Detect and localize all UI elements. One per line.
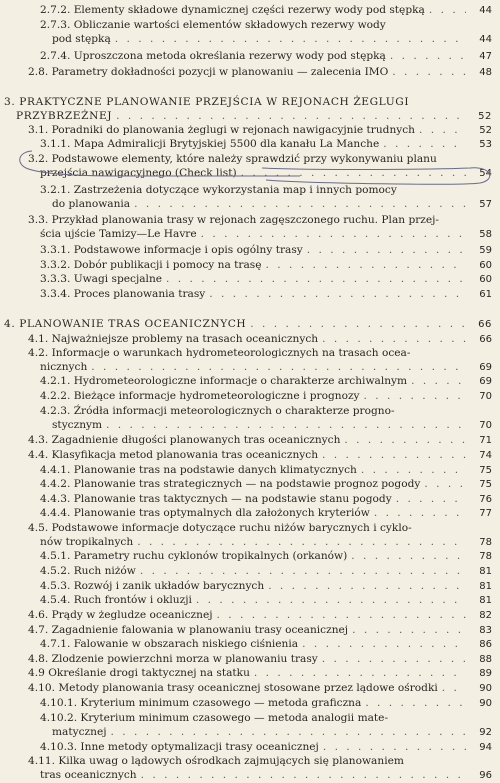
toc-entry-line bbox=[40, 405, 492, 419]
toc-entry-last-line bbox=[28, 167, 492, 181]
toc-page-number: 89 bbox=[479, 668, 492, 679]
toc-entry-last-line bbox=[40, 478, 492, 492]
toc-page-number: 61 bbox=[479, 289, 492, 300]
toc-entry-title: 4.7. Zagadnienie falowania w planowaniu trasy oceanicznej bbox=[28, 624, 349, 636]
toc-entry-title: 4.4. Klasyfikacja metod planowania tras oceanicznych bbox=[28, 449, 319, 461]
toc-entry-title: 4.2.1. Hydrometeorologiczne informacje o charakterze archiwalnym bbox=[40, 375, 408, 387]
dot-leader bbox=[140, 565, 466, 579]
toc-entry-title: PRZYBRZEŻNEJ bbox=[16, 109, 113, 122]
toc-entry-last-line bbox=[40, 419, 492, 433]
toc-entry[interactable] bbox=[28, 347, 492, 374]
toc-entry-last-line bbox=[28, 124, 492, 138]
toc-page-number: 92 bbox=[479, 726, 492, 738]
toc-entry[interactable] bbox=[40, 244, 492, 258]
toc-page-number: 44 bbox=[479, 33, 492, 45]
toc-page-number: 44 bbox=[479, 5, 492, 16]
toc-page-number: 48 bbox=[479, 67, 492, 78]
toc-page-number: 60 bbox=[479, 274, 492, 285]
toc-page-number: 74 bbox=[479, 450, 492, 461]
toc-entry-last-line bbox=[28, 333, 492, 347]
toc-entry-last-line bbox=[40, 244, 492, 258]
toc-entry-title: 4.2.3. Źródła informacji meteorologicznych o charakterze progno- bbox=[40, 405, 395, 417]
toc-entry-line bbox=[28, 755, 492, 769]
toc-page-number: 90 bbox=[479, 698, 492, 709]
toc-entry[interactable] bbox=[40, 507, 492, 521]
toc-entry-title: stycznym bbox=[52, 418, 103, 431]
toc-entry-last-line bbox=[40, 741, 492, 755]
toc-page-number: 78 bbox=[479, 536, 492, 548]
toc-entry-last-line bbox=[40, 390, 492, 404]
toc-entry[interactable] bbox=[28, 522, 492, 549]
toc-page-number: 57 bbox=[479, 198, 492, 210]
dot-leader bbox=[442, 682, 466, 696]
toc-page-number: 83 bbox=[479, 625, 492, 636]
toc-entry[interactable] bbox=[40, 4, 492, 18]
toc-chapter-entry[interactable] bbox=[4, 318, 492, 332]
toc-entry[interactable] bbox=[40, 712, 492, 739]
toc-entry-title: 4.5. Podstawowe informacje dotyczące ruchu niżów barycznych i cyklo- bbox=[28, 522, 412, 534]
dot-leader bbox=[322, 449, 466, 463]
toc-entry-title: tras oceanicznych bbox=[40, 768, 137, 781]
toc-entry-last-line bbox=[40, 580, 492, 594]
toc-entry[interactable] bbox=[40, 741, 492, 755]
toc-entry-last-line bbox=[40, 198, 492, 212]
dot-leader bbox=[351, 550, 466, 564]
toc-entry-last-line bbox=[28, 653, 492, 667]
toc-entry[interactable] bbox=[40, 594, 492, 608]
toc-entry-title: przejścia nawigacyjnego (Check list) bbox=[40, 166, 237, 179]
toc-page-number: 81 bbox=[479, 581, 492, 592]
toc-entry-title: 4.11. Kilka uwag o lądowych ośrodkach zajmujących się planowaniem bbox=[28, 755, 404, 767]
toc-entry-last-line bbox=[40, 375, 492, 389]
dot-leader bbox=[134, 198, 466, 212]
dot-leader bbox=[322, 653, 466, 667]
toc-page-number: 76 bbox=[479, 494, 492, 505]
toc-entry-title: 3.1. Poradniki do planowania żeglugi w rejonach nawigacyjnie trudnych bbox=[28, 124, 416, 136]
toc-entry[interactable] bbox=[28, 434, 492, 448]
toc-entry-title: 4.5.1. Parametry ruchu cyklonów tropikalnych (orkanów) bbox=[40, 550, 348, 562]
toc-page-number: 81 bbox=[479, 566, 492, 577]
dot-leader bbox=[374, 507, 466, 521]
toc-entry-last-line bbox=[40, 273, 492, 287]
dot-leader bbox=[201, 228, 466, 242]
toc-page-number: 90 bbox=[479, 683, 492, 694]
toc-entry[interactable] bbox=[40, 184, 492, 211]
dot-leader bbox=[196, 594, 466, 608]
toc-entry-last-line bbox=[40, 726, 492, 740]
toc-entry[interactable] bbox=[28, 66, 492, 80]
toc-page-number: 94 bbox=[479, 742, 492, 753]
toc-entry-last-line bbox=[28, 609, 492, 623]
toc-entry-last-line bbox=[40, 33, 492, 47]
toc-entry[interactable] bbox=[28, 653, 492, 667]
dot-leader bbox=[364, 390, 466, 404]
toc-page-number: 96 bbox=[479, 769, 492, 781]
toc-entry-title: 4.2.2. Bieżące informacje hydrometeorologiczne i prognozy bbox=[40, 390, 360, 402]
toc-page-number: 47 bbox=[479, 51, 492, 62]
toc-entry-title: ścia ujście Tamizy—Le Havre bbox=[40, 227, 197, 240]
dot-leader bbox=[141, 769, 466, 783]
toc-entry-title: 4.4.2. Planowanie tras strategicznych — na podstawie prognoz pogody bbox=[40, 478, 421, 490]
dot-leader bbox=[383, 138, 466, 152]
toc-page-number: 75 bbox=[479, 479, 492, 490]
toc-entry-title: 4.9 Określanie drogi taktycznej na statku bbox=[28, 667, 250, 679]
dot-leader bbox=[344, 434, 466, 448]
toc-entry-last-line bbox=[28, 682, 492, 696]
dot-leader bbox=[390, 50, 466, 64]
dot-leader bbox=[137, 536, 466, 550]
toc-entry-title: nów tropikalnych bbox=[40, 535, 134, 548]
toc-entry-title: 3.1.1. Mapa Admiralicji Brytyjskiej 5500 dla kanału La Manche bbox=[40, 138, 380, 150]
toc-entry-title: 3.2.1. Zastrzeżenia dotyczące wykorzystania map i innych pomocy bbox=[40, 184, 397, 196]
toc-page-number: 70 bbox=[479, 419, 492, 431]
toc-entry[interactable] bbox=[28, 667, 492, 681]
toc-entry[interactable] bbox=[28, 449, 492, 463]
toc-entry-last-line bbox=[40, 50, 492, 64]
toc-entry-title: 2.7.3. Obliczanie wartości elementów składowych rezerwy wody bbox=[40, 19, 386, 31]
toc-entry-last-line bbox=[28, 228, 492, 242]
toc-entry-line bbox=[40, 712, 492, 726]
dot-leader bbox=[266, 259, 467, 273]
toc-entry[interactable] bbox=[40, 493, 492, 507]
dot-leader bbox=[209, 288, 466, 302]
dot-leader bbox=[116, 110, 466, 124]
toc-entry-title: do planowania bbox=[52, 197, 131, 210]
toc-entry-title: 3.2. Podstawowe elementy, które należy sprawdzić przy wykonywaniu planu bbox=[28, 153, 437, 165]
toc-page-number: 66 bbox=[479, 334, 492, 345]
toc-page-number: 52 bbox=[479, 125, 492, 136]
dot-leader bbox=[396, 493, 466, 507]
toc-entry-line bbox=[40, 184, 492, 198]
toc-entry[interactable] bbox=[40, 390, 492, 404]
toc-entry[interactable] bbox=[40, 478, 492, 492]
dot-leader bbox=[254, 667, 466, 681]
toc-page-number: 77 bbox=[479, 508, 492, 519]
toc-entry-title: 4.10.1. Kryterium minimum czasowego — metoda graficzna bbox=[40, 697, 362, 709]
toc-entry-last-line bbox=[40, 507, 492, 521]
toc-entry[interactable] bbox=[40, 259, 492, 273]
toc-page-number: 81 bbox=[479, 595, 492, 606]
toc-page-number: 75 bbox=[479, 465, 492, 476]
toc-entry-title: 2.7.4. Uproszczona metoda określania rezerwy wody pod stępką bbox=[40, 50, 386, 62]
toc-entry-title: 4.5.2. Ruch niżów bbox=[40, 565, 136, 577]
toc-entry-last-line bbox=[28, 434, 492, 448]
dot-leader bbox=[419, 124, 466, 138]
toc-page-number: 86 bbox=[479, 639, 492, 650]
toc-page-number: 52 bbox=[478, 110, 492, 122]
toc-entry-last-line bbox=[4, 110, 492, 124]
toc-entry-last-line bbox=[40, 550, 492, 564]
toc-entry-title: 3.3.3. Uwagi specjalne bbox=[40, 273, 163, 285]
toc-entry[interactable] bbox=[40, 375, 492, 389]
toc-entry-last-line bbox=[40, 638, 492, 652]
dot-leader bbox=[424, 478, 466, 492]
toc-entry-title: 3. PRAKTYCZNE PLANOWANIE PRZEJŚCIA W REJONACH ŻEGLUGI bbox=[4, 96, 410, 108]
dot-leader bbox=[302, 638, 466, 652]
toc-entry-title: 4.6. Prądy w żegludze oceanicznej bbox=[28, 609, 213, 621]
dot-leader bbox=[323, 741, 466, 755]
dot-leader bbox=[352, 624, 466, 638]
toc-entry-last-line bbox=[40, 565, 492, 579]
toc-entry-title: 3.3.4. Proces planowania trasy bbox=[40, 288, 206, 300]
toc-entry-last-line bbox=[40, 288, 492, 302]
toc-entry-title: matycznej bbox=[52, 725, 107, 738]
toc-entry-last-line bbox=[4, 318, 492, 332]
toc-entry[interactable] bbox=[28, 682, 492, 696]
toc-entry-last-line bbox=[28, 667, 492, 681]
dot-leader bbox=[392, 66, 466, 80]
toc-chapter-entry[interactable] bbox=[4, 96, 492, 123]
toc-entry-title: 4.8. Zlodzenie powierzchni morza w planowaniu trasy bbox=[28, 653, 318, 665]
dot-leader bbox=[307, 244, 466, 258]
dot-leader bbox=[166, 273, 466, 287]
toc-entry[interactable] bbox=[28, 755, 492, 782]
toc-page-number: 78 bbox=[479, 551, 492, 562]
toc-entry[interactable] bbox=[40, 565, 492, 579]
toc-entry-last-line bbox=[28, 449, 492, 463]
toc-entry-last-line bbox=[40, 493, 492, 507]
dot-leader bbox=[268, 580, 466, 594]
toc-entry-title: nicznych bbox=[40, 360, 88, 373]
toc-entry-last-line bbox=[28, 769, 492, 783]
toc-entry[interactable] bbox=[28, 609, 492, 623]
toc-entry-title: 4.5.3. Rozwój i zanik układów barycznych bbox=[40, 580, 265, 592]
toc-entry[interactable] bbox=[40, 697, 492, 711]
dot-leader bbox=[411, 375, 466, 389]
toc-entry-title: 4.4.1. Planowanie tras na podstawie danych klimatycznych bbox=[40, 464, 357, 476]
toc-entry-last-line bbox=[40, 4, 492, 18]
dot-leader bbox=[217, 609, 466, 623]
toc-entry-title: 4.10. Metody planowania trasy oceanicznej stosowane przez lądowe ośrodki bbox=[28, 682, 438, 694]
toc-entry[interactable] bbox=[40, 138, 492, 152]
toc-entry-title: 4.10.2. Kryterium minimum czasowego — metoda analogii mate- bbox=[40, 712, 389, 724]
dot-leader bbox=[322, 333, 466, 347]
toc-page-number: 70 bbox=[479, 391, 492, 402]
toc-entry[interactable] bbox=[40, 50, 492, 64]
toc-page-number: 60 bbox=[479, 260, 492, 271]
toc-entry[interactable] bbox=[40, 405, 492, 432]
toc-entry-title: 2.8. Parametry dokładności pozycji w planowaniu — zalecenia IMO bbox=[28, 66, 389, 78]
toc-entry[interactable] bbox=[28, 124, 492, 138]
dot-leader bbox=[429, 4, 466, 18]
toc-page-number: 88 bbox=[479, 654, 492, 665]
toc-entry[interactable] bbox=[40, 464, 492, 478]
dot-leader bbox=[361, 464, 466, 478]
toc-entry[interactable] bbox=[40, 273, 492, 287]
toc-entry-title: 4.4.4. Planowanie tras optymalnych dla założonych kryteriów bbox=[40, 507, 370, 519]
toc-entry-title: 4.10.3. Inne metody optymalizacji trasy oceanicznej bbox=[40, 741, 319, 753]
toc-entry-title: 4.2. Informacje o warunkach hydrometeorologicznych na trasach ocea- bbox=[28, 347, 411, 359]
toc-entry-title: pod stępką bbox=[52, 32, 111, 45]
toc-page-number: 59 bbox=[479, 245, 492, 256]
toc-entry-title: 4.4.3. Planowanie tras taktycznych — na podstawie stanu pogody bbox=[40, 493, 392, 505]
toc-entry-last-line bbox=[40, 464, 492, 478]
toc-entry-last-line bbox=[40, 594, 492, 608]
toc-entry-line bbox=[28, 522, 492, 536]
toc-entry-last-line bbox=[28, 624, 492, 638]
dot-leader bbox=[365, 697, 466, 711]
toc-page-number: 58 bbox=[479, 228, 492, 240]
dot-leader bbox=[241, 167, 466, 181]
toc-entry-last-line bbox=[28, 66, 492, 80]
toc-page-number: 71 bbox=[479, 435, 492, 446]
toc-entry-title: 4.3. Zagadnienie długości planowanych tras oceanicznych bbox=[28, 434, 341, 446]
toc-entry-title: 4.5.4. Ruch frontów i okluzji bbox=[40, 594, 192, 606]
toc-entry-title: 4.7.1. Falowanie w obszarach niskiego ciśnienia bbox=[40, 638, 299, 650]
toc-entry-last-line bbox=[40, 697, 492, 711]
toc-entry-title: 3.3.2. Dobór publikacji i pomocy na trasę bbox=[40, 259, 262, 271]
toc-entry[interactable] bbox=[40, 638, 492, 652]
toc-entry-line bbox=[4, 96, 492, 110]
toc-entry-title: 3.3.1. Podstawowe informacje i opis ogólny trasy bbox=[40, 244, 303, 256]
toc-entry-title: 3.3. Przykład planowania trasy w rejonach zagęszczonego ruchu. Plan przej- bbox=[28, 214, 440, 226]
toc-entry-last-line bbox=[40, 259, 492, 273]
toc-page-number: 54 bbox=[479, 167, 492, 179]
toc-entry[interactable] bbox=[40, 580, 492, 594]
toc-entry[interactable] bbox=[40, 550, 492, 564]
toc-entry-line bbox=[28, 153, 492, 167]
toc-page-number: 53 bbox=[479, 139, 492, 150]
toc-entry-title: 4.1. Najważniejsze problemy na trasach oceanicznych bbox=[28, 333, 319, 345]
toc-entry[interactable] bbox=[40, 288, 492, 302]
dot-leader bbox=[106, 419, 466, 433]
toc-entry-line bbox=[40, 19, 492, 33]
dot-leader bbox=[250, 318, 466, 332]
toc-entry[interactable] bbox=[28, 214, 492, 241]
toc-page-number: 82 bbox=[479, 610, 492, 621]
toc-entry[interactable] bbox=[28, 333, 492, 347]
toc-entry-line bbox=[28, 214, 492, 228]
toc-entry-title: 4. PLANOWANIE TRAS OCEANICZNYCH bbox=[4, 318, 247, 330]
toc-entry-last-line bbox=[28, 361, 492, 375]
toc-entry-line bbox=[28, 347, 492, 361]
dot-leader bbox=[115, 33, 466, 47]
toc-entry-title: 2.7.2. Elementy składowe dynamicznej części rezerwy wody pod stępką bbox=[40, 4, 425, 16]
toc-entry-last-line bbox=[28, 536, 492, 550]
toc-entry-last-line bbox=[40, 138, 492, 152]
toc-entry[interactable] bbox=[28, 153, 492, 180]
toc-entry[interactable] bbox=[40, 19, 492, 46]
dot-leader bbox=[111, 726, 467, 740]
toc-page-number: 66 bbox=[478, 319, 492, 330]
toc-entry[interactable] bbox=[28, 624, 492, 638]
dot-leader bbox=[91, 361, 466, 375]
toc-page-number: 69 bbox=[479, 376, 492, 387]
toc-page-number: 69 bbox=[479, 361, 492, 373]
